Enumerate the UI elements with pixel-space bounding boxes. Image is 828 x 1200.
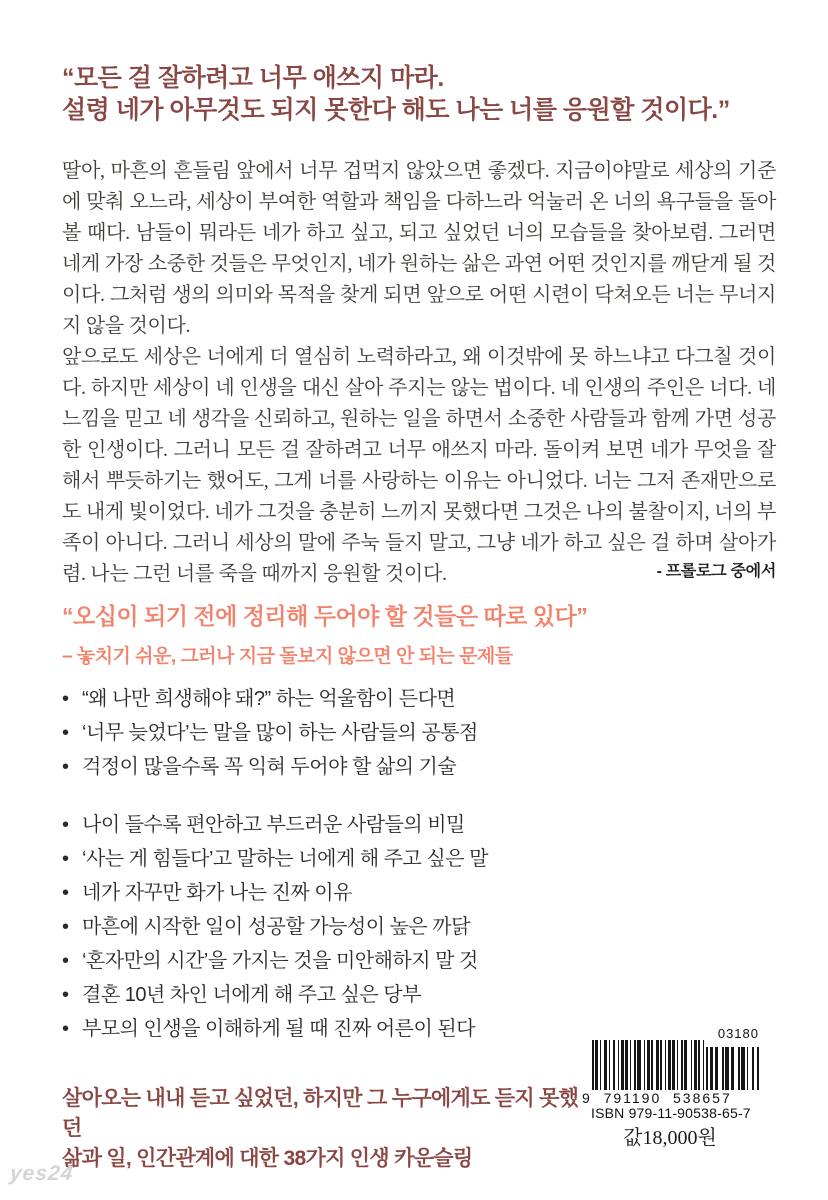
list-item-label: “왜 나만 희생해야 돼?” 하는 억울함이 든다면 xyxy=(82,688,456,710)
contents-heading: “오십이 되기 전에 정리해 두어야 할 것들은 따로 있다” xyxy=(62,603,588,629)
list-item-label: 네가 자꾸만 화가 나는 진짜 이유 xyxy=(82,882,352,904)
list-item xyxy=(62,682,778,716)
bullet-icon: • xyxy=(62,756,69,778)
list-item-label: ‘혼자만의 시간’을 가지는 것을 미안해하지 말 것 xyxy=(82,950,478,972)
contents-bullet-list-2 xyxy=(62,808,778,1046)
prologue-paragraph-2: 앞으로도 세상은 너에게 더 열심히 노력하라고, 왜 이것밖에 못 하느냐고 다그칠 것이다. 하지만 세상이 네 인생을 대신 살아 주지는 않는 법이다. 네 인생의 주인은 너다. 네 느낌을 믿고 네 생각을 신뢰하고, 원하는 일을 하면서 소중한 사람들과 함께 가면 성공한 인생이다. 그러니 모든 걸 잘하려고 너무 애쓰지 마라. 돌이켜 보면 네가 무엇을 잘해서 뿌듯하기는 했어도, 그게 너를 사랑하는 이유는 아니었다. 너는 그저 존재만으로도 내게 빛이었다. 네가 그것을 충분히 느끼지 못했다면 그것은 나의 불찰이지, 너의 부족이 아니다. 그러니 세상의 말에 주눅 들지 말고, 그냥 네가 하고 싶은 걸 하며 살아가렴. 나는 그런 너를 죽을 때까지 응원할 것이다. xyxy=(62,346,776,585)
bullet-icon: • xyxy=(62,848,69,870)
bullet-icon: • xyxy=(62,722,69,744)
headline-quote-line2: 설령 네가 아무것도 되지 못한다 해도 나는 너를 응원할 것이다.” xyxy=(62,96,730,124)
tagline-line1: 살아오는 내내 듣고 싶었던, 하지만 그 누구에게도 듣지 못했던 xyxy=(62,1087,579,1140)
list-item xyxy=(62,750,778,784)
list-item xyxy=(62,944,778,978)
list-item-label: ‘너무 늦었다’는 말을 많이 하는 사람들의 공통점 xyxy=(82,722,478,744)
bullet-icon: • xyxy=(62,984,69,1006)
bullet-icon: • xyxy=(62,1018,69,1040)
ean-digits: 9 791190 538657 xyxy=(582,1090,732,1106)
prologue-attribution: - 프롤로그 중에서 xyxy=(643,556,776,587)
isbn-barcode-block xyxy=(570,1026,790,1156)
retailer-watermark: yes24 xyxy=(8,1162,75,1185)
contents-bullet-list-1 xyxy=(62,682,778,784)
isbn-number: ISBN 979-11-90538-65-7 xyxy=(591,1105,751,1121)
list-item xyxy=(62,716,778,750)
list-item-label: 걱정이 많을수록 꼭 익혀 두어야 할 삶의 기술 xyxy=(82,756,457,778)
list-item xyxy=(62,842,778,876)
list-item-label: 마흔에 시작한 일이 성공할 가능성이 높은 까닭 xyxy=(82,916,470,938)
bullet-icon: • xyxy=(62,882,69,904)
back-cover-tagline xyxy=(62,1084,582,1174)
prologue-excerpt xyxy=(62,156,776,590)
list-item-label: ‘사는 게 힘들다’고 말하는 너에게 해 주고 싶은 말 xyxy=(82,848,488,870)
list-item-label: 결혼 10년 차인 너에게 해 주고 싶은 당부 xyxy=(82,984,421,1006)
ean13-barcode xyxy=(592,1040,704,1090)
addon-barcode xyxy=(706,1047,759,1090)
list-item xyxy=(62,978,778,1012)
list-item-label: 나이 들수록 편안하고 부드러운 사람들의 비밀 xyxy=(82,814,465,836)
bullet-icon: • xyxy=(62,688,69,710)
list-item xyxy=(62,910,778,944)
contents-subheading: – 놓치기 쉬운, 그러나 지금 돌보지 않으면 안 되는 문제들 xyxy=(62,646,513,667)
price-label: 값18,000원 xyxy=(623,1127,717,1149)
tagline-line2: 삶과 일, 인간관계에 대한 38가지 인생 카운슬링 xyxy=(62,1147,473,1170)
list-item xyxy=(62,808,778,842)
list-item xyxy=(62,876,778,910)
bullet-icon: • xyxy=(62,916,69,938)
headline-quote xyxy=(62,62,778,126)
prologue-paragraph-1: 딸아, 마흔의 흔들림 앞에서 너무 겁먹지 않았으면 좋겠다. 지금이야말로 세상의 기준에 맞춰 오느라, 세상이 부여한 역할과 책임을 다하느라 억눌러 온 너의 욕구들을 돌아볼 때다. 남들이 뭐라든 네가 하고 싶고, 되고 싶었던 너의 모습들을 찾아보렴. 그러면 네게 가장 소중한 것들은 무엇인지, 네가 원하는 삶은 과연 어떤 것인지를 깨닫게 될 것이다. 그처럼 생의 의미와 목적을 찾게 되면 앞으로 어떤 시련이 닥쳐오든 너는 무너지지 않을 것이다. xyxy=(62,160,776,337)
bullet-icon: • xyxy=(62,950,69,972)
list-item-label: 부모의 인생을 이해하게 될 때 진짜 어른이 된다 xyxy=(82,1018,475,1040)
barcode-addon-code: 03180 xyxy=(717,1026,759,1041)
bullet-icon: • xyxy=(62,814,69,836)
headline-quote-line1: “모든 걸 잘하려고 너무 애쓰지 마라. xyxy=(62,64,444,92)
